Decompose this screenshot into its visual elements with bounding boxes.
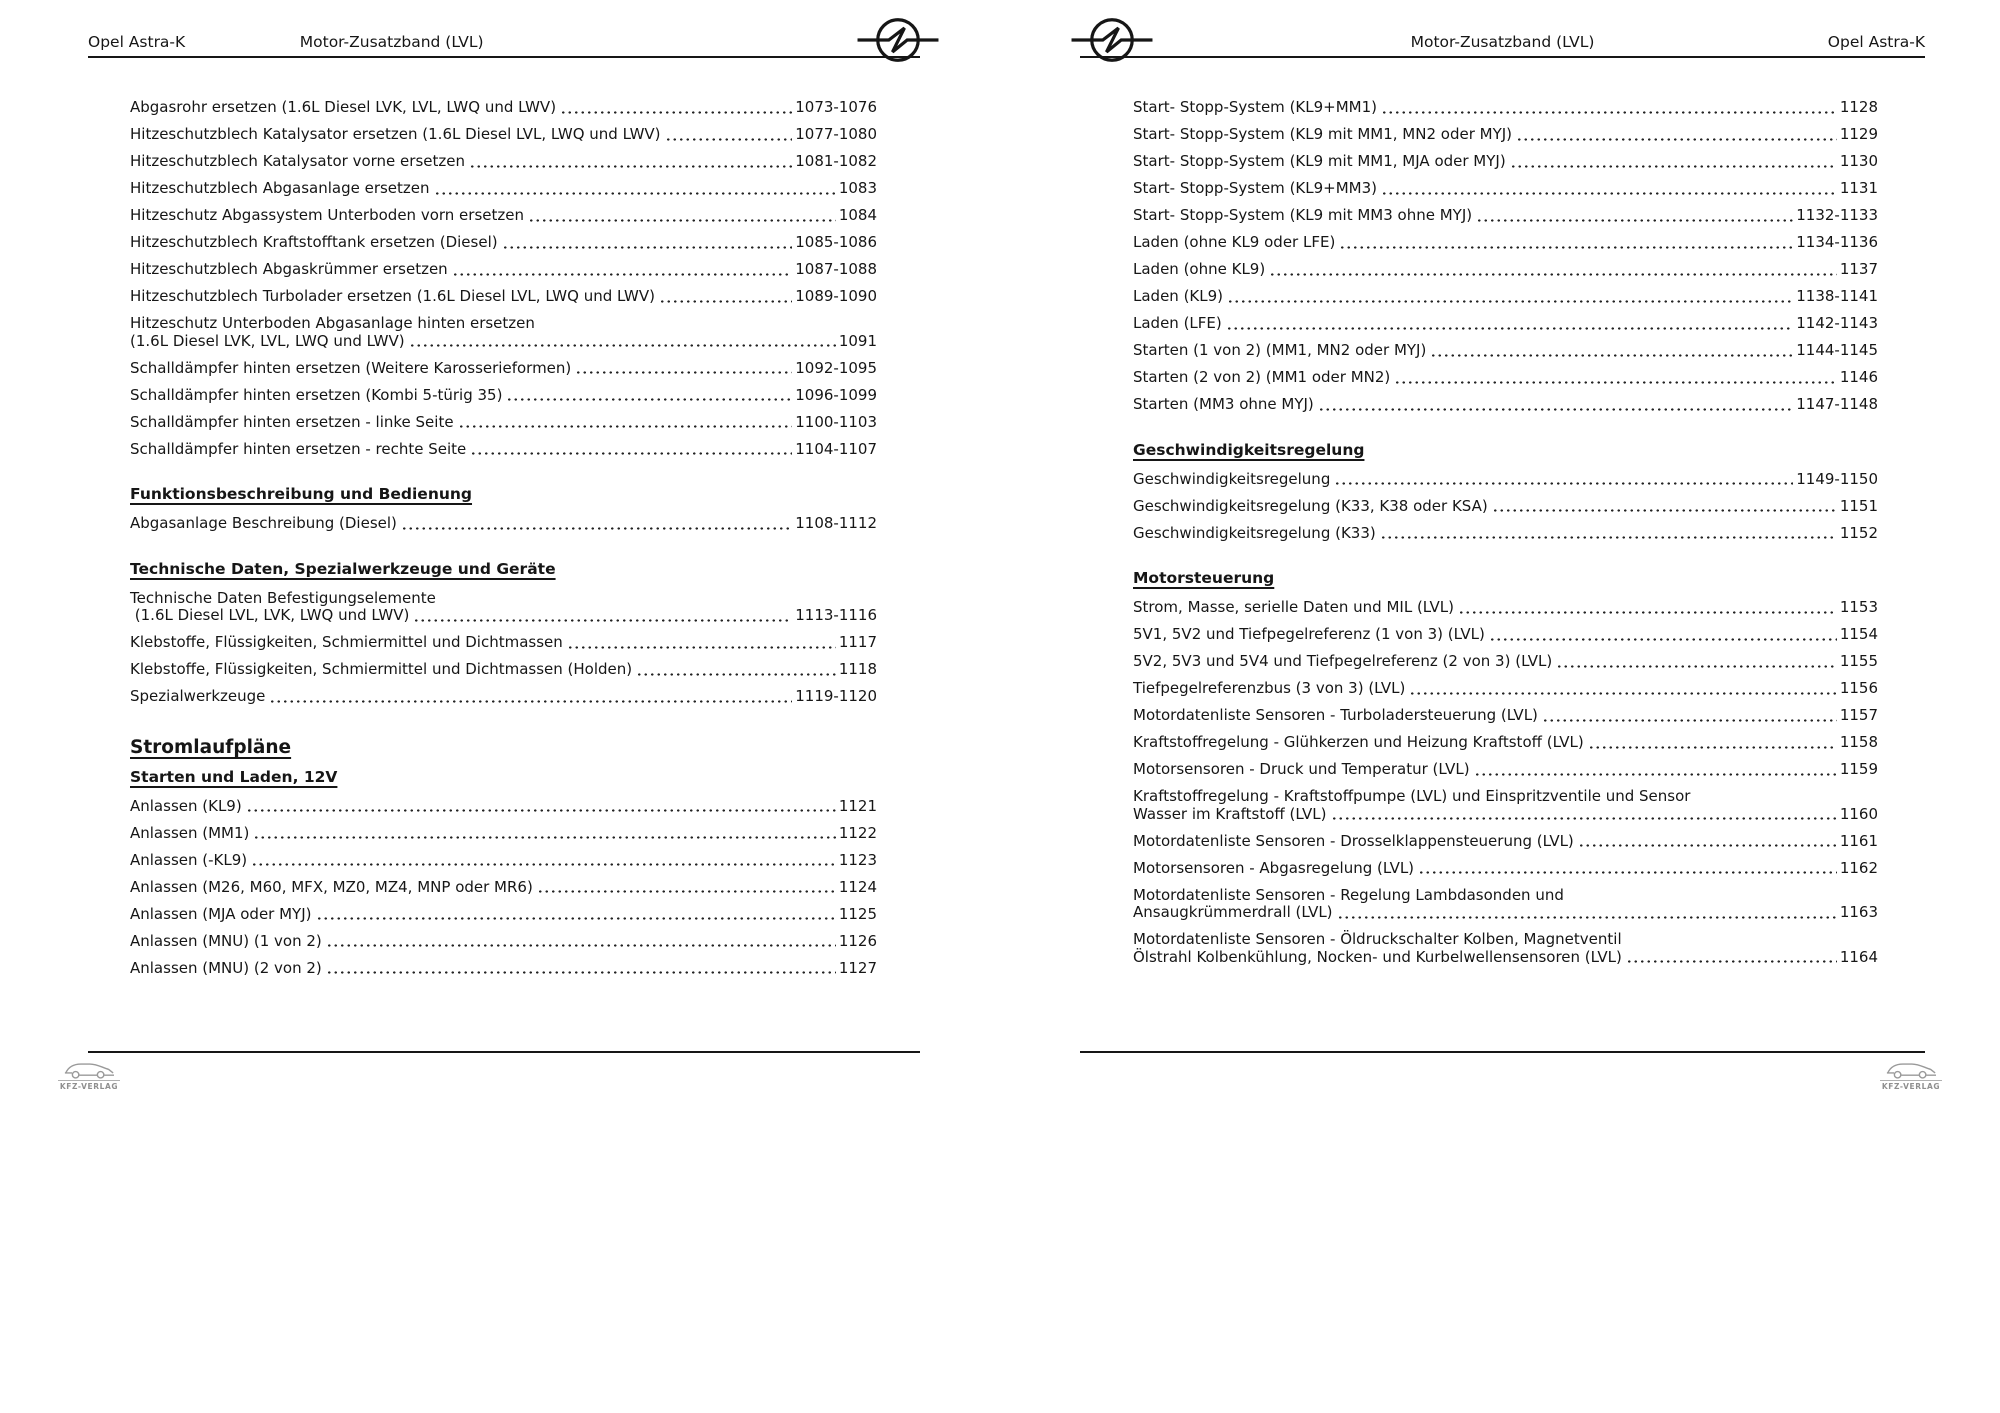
page-number: 1128 (1839, 98, 1878, 116)
page-number: 1160 (1839, 804, 1878, 823)
toc-left-column (130, 99, 877, 987)
entry-label: Motorsensoren - Abgasregelung (LVL) (1133, 858, 1415, 877)
page-number: 1092-1095 (795, 358, 877, 377)
dot-leader (1334, 482, 1793, 485)
header-model-name: Opel Astra-K (88, 33, 186, 51)
dot-leader (1542, 719, 1837, 722)
entry-label: Klebstoffe, Flüssigkeiten, Schmiermittel und Dichtmassen (Holden) (130, 660, 633, 678)
entry-label: Start- Stopp-System (KL9 mit MM3 ohne MYJ) (1133, 206, 1473, 224)
toc-entry (130, 634, 877, 652)
page-number: 1130 (1839, 152, 1878, 170)
entry-label: Anlassen (MNU) (1 von 2) (130, 931, 322, 950)
entry-label: Anlassen (MJA oder MYJ) (130, 904, 312, 923)
toc-right-column (1133, 99, 1878, 976)
page-number: 1085-1086 (795, 233, 877, 251)
entry-label: Starten (MM3 ohne MYJ) (1133, 395, 1314, 413)
toc-entry (1133, 288, 1878, 306)
dot-leader (246, 809, 836, 812)
section-heading: Geschwindigkeitsregelung (1133, 440, 1365, 459)
dot-leader (469, 165, 792, 168)
dot-leader (560, 111, 792, 114)
header-model-name: Opel Astra-K (1827, 33, 1925, 51)
toc-entry-line (1133, 734, 1878, 752)
page-number: 1137 (1839, 260, 1878, 278)
entry-label: Anlassen (KL9) (130, 796, 242, 815)
opel-logo-icon (852, 12, 944, 68)
entry-label: Wasser im Kraftstoff (LVL) (1133, 804, 1327, 823)
entry-label: Anlassen (-KL9) (130, 850, 248, 869)
page-number: 1162 (1839, 858, 1878, 877)
toc-entry (130, 825, 877, 843)
toc-entry-line (130, 126, 877, 144)
toc-entry-line (1133, 599, 1878, 617)
dot-leader (1476, 219, 1793, 222)
dot-leader (253, 836, 835, 839)
entry-label: Motorsensoren - Druck und Temperatur (LVL) (1133, 760, 1470, 778)
dot-leader (1318, 408, 1793, 411)
dot-leader (413, 619, 792, 622)
toc-entry (1133, 342, 1878, 360)
toc-entry-line (130, 360, 877, 378)
dot-leader (1430, 354, 1793, 357)
entry-label: Laden (ohne KL9 oder LFE) (1133, 233, 1336, 251)
right-page (1000, 0, 2000, 1413)
page-number: 1159 (1839, 760, 1878, 778)
toc-entry-line (1133, 707, 1878, 725)
toc-entry (1133, 471, 1878, 489)
page-number: 1077-1080 (795, 125, 877, 143)
page-number: 1081-1082 (795, 152, 877, 170)
entry-label: (1.6L Diesel LVL, LVK, LWQ und LWV) (130, 606, 410, 624)
dot-leader (502, 246, 793, 249)
page-number: 1126 (838, 931, 877, 950)
dot-leader (1380, 536, 1837, 539)
toc-entry (1133, 498, 1878, 516)
page-number: 1122 (838, 823, 877, 842)
page-number: 1127 (838, 958, 877, 977)
dot-leader (409, 344, 836, 347)
toc-entry-line (1133, 369, 1878, 387)
toc-entry (130, 234, 877, 252)
page-number: 1147-1148 (1796, 395, 1878, 413)
page-number: 1119-1120 (795, 687, 877, 705)
toc-entry (130, 288, 877, 306)
toc-entry-line (1133, 788, 1878, 806)
section-heading: Starten und Laden, 12V (130, 767, 338, 786)
header-document-title: Motor-Zusatzband (LVL) (1410, 33, 1595, 51)
toc-entry-line (1133, 261, 1878, 279)
page-number: 1161 (1839, 831, 1878, 850)
dot-leader (316, 917, 836, 920)
page-number: 1129 (1839, 125, 1878, 143)
dot-leader (567, 646, 836, 649)
dot-leader (1556, 665, 1837, 668)
dot-leader (537, 890, 836, 893)
toc-entry (1133, 887, 1878, 922)
section-heading: Technische Daten, Spezialwerkzeuge und Geräte (130, 559, 556, 578)
page-number: 1149-1150 (1796, 469, 1878, 488)
toc-entry-line (1133, 153, 1878, 171)
toc-entry (1133, 207, 1878, 225)
toc-entry-line (1133, 525, 1878, 543)
toc-entry (1133, 180, 1878, 198)
dot-leader (1226, 327, 1793, 330)
dot-leader (1588, 746, 1837, 749)
entry-label: Starten (2 von 2) (MM1 oder MN2) (1133, 368, 1391, 386)
kfz-verlag-label: KFZ-VERLAG (1881, 1082, 1941, 1091)
kfz-car-icon (1884, 1056, 1938, 1081)
toc-entry (1133, 525, 1878, 543)
dot-leader (326, 971, 836, 974)
toc-entry (130, 315, 877, 350)
page-number: 1104-1107 (795, 439, 877, 458)
opel-logo-icon (1066, 12, 1158, 68)
toc-entry-line (130, 661, 877, 679)
right-page-header (1080, 30, 1925, 58)
entry-label: Kraftstoffregelung - Glühkerzen und Heizung Kraftstoff (LVL) (1133, 733, 1584, 751)
entry-label: Anlassen (M26, M60, MFX, MZ0, MZ4, MNP oder MR6) (130, 877, 533, 896)
entry-label: Hitzeschutzblech Turbolader ersetzen (1.6L Diesel LVL, LWQ und LWV) (130, 287, 655, 305)
entry-label: Abgasanlage Beschreibung (Diesel) (130, 514, 397, 532)
toc-entry (130, 99, 877, 117)
dot-leader (659, 300, 792, 303)
page-number: 1134-1136 (1796, 233, 1878, 251)
page-number: 1073-1076 (795, 98, 877, 116)
entry-label: Laden (ohne KL9) (1133, 260, 1266, 278)
toc-entry (1133, 931, 1878, 966)
dot-leader (1474, 773, 1837, 776)
entry-label: Schalldämpfer hinten ersetzen - rechte Seite (130, 439, 467, 458)
footer-rule (1080, 1051, 1925, 1053)
toc-entry-line (1133, 904, 1878, 922)
toc-entry (130, 414, 877, 432)
toc-entry-line (1133, 498, 1878, 516)
entry-label: Hitzeschutzblech Abgaskrümmer ersetzen (130, 260, 448, 278)
page-number: 1152 (1839, 523, 1878, 542)
toc-entry (1133, 261, 1878, 279)
entry-label: Anlassen (MNU) (2 von 2) (130, 958, 322, 977)
toc-entry-line (1133, 653, 1878, 671)
toc-entry-line (130, 798, 877, 816)
page-number: 1118 (838, 660, 877, 678)
dot-leader (401, 527, 792, 530)
kfz-car-icon (62, 1056, 116, 1081)
entry-label: 5V2, 5V3 und 5V4 und Tiefpegelreferenz (2 von 3) (LVL) (1133, 652, 1553, 670)
entry-label: Schalldämpfer hinten ersetzen - linke Seite (130, 412, 454, 431)
dot-leader (434, 192, 836, 195)
toc-entry-line (130, 288, 877, 306)
dot-leader (1381, 192, 1837, 195)
entry-label: Laden (KL9) (1133, 287, 1224, 305)
toc-entry (130, 441, 877, 459)
dot-leader (1489, 638, 1837, 641)
footer-rule (88, 1051, 920, 1053)
page-number: 1096-1099 (795, 385, 877, 404)
toc-entry-line (130, 590, 877, 608)
toc-entry (1133, 153, 1878, 171)
dot-leader (506, 398, 792, 401)
toc-entry-line (130, 688, 877, 706)
page-number: 1151 (1839, 496, 1878, 515)
page-number: 1117 (838, 633, 877, 651)
toc-entry-line (1133, 833, 1878, 851)
page-number: 1113-1116 (795, 606, 877, 624)
toc-entry-line (130, 234, 877, 252)
dot-leader (1331, 817, 1837, 820)
entry-label: Abgasrohr ersetzen (1.6L Diesel LVK, LVL, LWQ und LWV) (130, 98, 557, 116)
toc-entry-line (130, 180, 877, 198)
page-number: 1163 (1839, 903, 1878, 921)
toc-entry-line (1133, 471, 1878, 489)
toc-entry-line (130, 906, 877, 924)
toc-entry-line (130, 852, 877, 870)
toc-entry-line (130, 207, 877, 225)
toc-entry (130, 879, 877, 897)
dot-leader (528, 219, 836, 222)
toc-entry-line (130, 515, 877, 533)
toc-entry (1133, 369, 1878, 387)
toc-entry (1133, 680, 1878, 698)
dot-leader (1409, 692, 1836, 695)
toc-entry (130, 798, 877, 816)
section-heading: Funktionsbeschreibung und Bedienung (130, 485, 473, 503)
dot-leader (1339, 246, 1793, 249)
toc-entry-line (1133, 626, 1878, 644)
entry-label: Schalldämpfer hinten ersetzen (Weitere Karosserieformen) (130, 358, 572, 377)
toc-entry-line (1133, 931, 1878, 949)
toc-entry (1133, 761, 1878, 779)
toc-entry (130, 661, 877, 679)
dot-leader (1269, 273, 1837, 276)
entry-label: Start- Stopp-System (KL9+MM3) (1133, 179, 1377, 197)
entry-label: Strom, Masse, serielle Daten und MIL (LVL) (1133, 598, 1454, 616)
dot-leader (1458, 611, 1837, 614)
entry-label: Schalldämpfer hinten ersetzen (Kombi 5-türig 35) (130, 385, 503, 404)
page-number: 1089-1090 (795, 287, 877, 305)
toc-entry (130, 515, 877, 533)
entry-label: Geschwindigkeitsregelung (K33, K38 oder KSA) (1133, 496, 1488, 515)
toc-entry (1133, 396, 1878, 414)
page-number: 1100-1103 (795, 412, 877, 431)
toc-entry (1133, 234, 1878, 252)
dot-leader (269, 700, 792, 703)
dot-leader (1381, 111, 1837, 114)
kfz-verlag-logo (58, 1056, 120, 1091)
toc-entry (130, 153, 877, 171)
toc-entry-line (130, 879, 877, 897)
section-heading: Motorsteuerung (1133, 569, 1275, 587)
dot-leader (1492, 509, 1837, 512)
entry-label: Hitzeschutzblech Katalysator ersetzen (1.6L Diesel LVL, LWQ und LWV) (130, 125, 661, 143)
entry-label: Kraftstoffregelung - Kraftstoffpumpe (LVL) und Einspritzventile und Sensor (1133, 787, 1691, 805)
entry-label: Start- Stopp-System (KL9+MM1) (1133, 98, 1377, 116)
entry-label: Motordatenliste Sensoren - Drosselklappensteuerung (LVL) (1133, 831, 1574, 850)
toc-entry-line (1133, 806, 1878, 824)
dot-leader (470, 452, 792, 455)
kfz-verlag-label: KFZ-VERLAG (59, 1082, 119, 1091)
page-number: 1158 (1839, 733, 1878, 751)
toc-entry (1133, 126, 1878, 144)
entry-label: Hitzeschutz Unterboden Abgasanlage hinten ersetzen (130, 314, 535, 332)
dot-leader (575, 371, 792, 374)
entry-label: (1.6L Diesel LVK, LVL, LWQ und LWV) (130, 331, 405, 350)
toc-entry (130, 180, 877, 198)
page-number: 1091 (838, 331, 877, 350)
toc-entry-line (1133, 342, 1878, 360)
dot-leader (1394, 381, 1837, 384)
page-number: 1121 (838, 796, 877, 815)
page-number: 1123 (838, 850, 877, 869)
toc-entry (130, 590, 877, 625)
page-number: 1164 (1839, 947, 1878, 966)
entry-label: 5V1, 5V2 und Tiefpegelreferenz (1 von 3) (LVL) (1133, 625, 1485, 643)
toc-entry-line (130, 99, 877, 117)
toc-entry (1133, 599, 1878, 617)
toc-entry (1133, 788, 1878, 823)
toc-entry (130, 960, 877, 978)
kfz-verlag-logo (1880, 1056, 1942, 1091)
toc-entry (130, 261, 877, 279)
toc-entry-line (130, 960, 877, 978)
entry-label: Hitzeschutzblech Katalysator vorne ersetzen (130, 152, 465, 170)
toc-entry (130, 360, 877, 378)
entry-label: Geschwindigkeitsregelung (K33) (1133, 523, 1376, 542)
toc-entry (130, 933, 877, 951)
page-number: 1125 (838, 904, 877, 923)
toc-entry (1133, 315, 1878, 333)
page-number: 1131 (1839, 179, 1878, 197)
header-document-title: Motor-Zusatzband (LVL) (299, 33, 484, 51)
toc-entry (1133, 99, 1878, 117)
dot-leader (458, 425, 793, 428)
entry-label: Ansaugkrümmerdrall (LVL) (1133, 903, 1333, 921)
entry-label: Start- Stopp-System (KL9 mit MM1, MJA oder MYJ) (1133, 152, 1506, 170)
toc-entry-line (130, 315, 877, 333)
toc-entry-line (1133, 887, 1878, 905)
section-heading-main: Stromlaufpläne (130, 736, 292, 758)
entry-label: Starten (1 von 2) (MM1, MN2 oder MYJ) (1133, 341, 1427, 359)
page-number: 1142-1143 (1796, 314, 1878, 332)
toc-entry-line (130, 933, 877, 951)
entry-label: Motordatenliste Sensoren - Turboladersteuerung (LVL) (1133, 706, 1538, 724)
dot-leader (1626, 960, 1837, 963)
entry-label: Hitzeschutz Abgassystem Unterboden vorn ersetzen (130, 206, 524, 224)
toc-entry-line (1133, 126, 1878, 144)
toc-entry-line (130, 607, 877, 625)
dot-leader (636, 673, 836, 676)
page-number: 1083 (838, 179, 877, 197)
page-number: 1087-1088 (795, 260, 877, 278)
dot-leader (1337, 916, 1837, 919)
toc-entry-line (1133, 180, 1878, 198)
page-number: 1084 (838, 206, 877, 224)
dot-leader (1510, 165, 1837, 168)
page-number: 1154 (1839, 625, 1878, 643)
toc-entry-line (1133, 680, 1878, 698)
left-page-header (88, 30, 920, 58)
dot-leader (1516, 138, 1837, 141)
entry-label: Tiefpegelreferenzbus (3 von 3) (LVL) (1133, 679, 1406, 697)
entry-label: Anlassen (MM1) (130, 823, 250, 842)
toc-entry-line (1133, 234, 1878, 252)
page-number: 1153 (1839, 598, 1878, 616)
toc-entry-line (130, 387, 877, 405)
entry-label: Motordatenliste Sensoren - Öldruckschalter Kolben, Magnetventil (1133, 930, 1622, 948)
toc-entry (1133, 734, 1878, 752)
toc-entry-line (130, 634, 877, 652)
page-number: 1138-1141 (1796, 287, 1878, 305)
toc-entry-line (1133, 860, 1878, 878)
toc-entry (1133, 833, 1878, 851)
entry-label: Hitzeschutzblech Kraftstofftank ersetzen (Diesel) (130, 233, 498, 251)
dot-leader (1227, 300, 1793, 303)
entry-label: Hitzeschutzblech Abgasanlage ersetzen (130, 179, 430, 197)
toc-entry-line (130, 441, 877, 459)
toc-entry-line (1133, 288, 1878, 306)
dot-leader (1578, 844, 1837, 847)
page-number: 1144-1145 (1796, 341, 1878, 359)
toc-entry-line (130, 333, 877, 351)
dot-leader (452, 273, 793, 276)
toc-entry (130, 906, 877, 924)
entry-label: Motordatenliste Sensoren - Regelung Lambdasonden und (1133, 885, 1564, 904)
toc-entry (1133, 707, 1878, 725)
entry-label: Klebstoffe, Flüssigkeiten, Schmiermittel und Dichtmassen (130, 633, 563, 651)
toc-entry-line (1133, 761, 1878, 779)
entry-label: Ölstrahl Kolbenkühlung, Nocken- und Kurbelwellensensoren (LVL) (1133, 947, 1622, 966)
toc-entry (130, 126, 877, 144)
toc-entry (130, 207, 877, 225)
dot-leader (251, 863, 836, 866)
toc-entry-line (130, 153, 877, 171)
toc-entry (130, 852, 877, 870)
toc-entry-line (1133, 99, 1878, 117)
toc-entry-line (130, 825, 877, 843)
toc-entry-line (1133, 315, 1878, 333)
entry-label: Spezialwerkzeuge (130, 687, 266, 705)
toc-entry-line (1133, 949, 1878, 967)
page-number: 1157 (1839, 706, 1878, 724)
entry-label: Geschwindigkeitsregelung (1133, 469, 1331, 488)
dot-leader (665, 138, 793, 141)
page-number: 1108-1112 (795, 514, 877, 532)
dot-leader (326, 944, 836, 947)
toc-entry (130, 387, 877, 405)
entry-label: Laden (LFE) (1133, 314, 1222, 332)
entry-label: Technische Daten Befestigungselemente (130, 588, 436, 607)
toc-entry-line (130, 261, 877, 279)
toc-entry (1133, 860, 1878, 878)
dot-leader (1418, 871, 1837, 874)
page-number: 1132-1133 (1796, 206, 1878, 224)
toc-entry-line (130, 414, 877, 432)
entry-label: Start- Stopp-System (KL9 mit MM1, MN2 oder MYJ) (1133, 125, 1513, 143)
toc-entry-line (1133, 207, 1878, 225)
toc-entry (1133, 653, 1878, 671)
toc-entry (130, 688, 877, 706)
page-number: 1155 (1839, 652, 1878, 670)
toc-entry-line (1133, 396, 1878, 414)
page-number: 1146 (1839, 368, 1878, 386)
page-number: 1124 (838, 877, 877, 896)
page-number: 1156 (1839, 679, 1878, 697)
toc-entry (1133, 626, 1878, 644)
